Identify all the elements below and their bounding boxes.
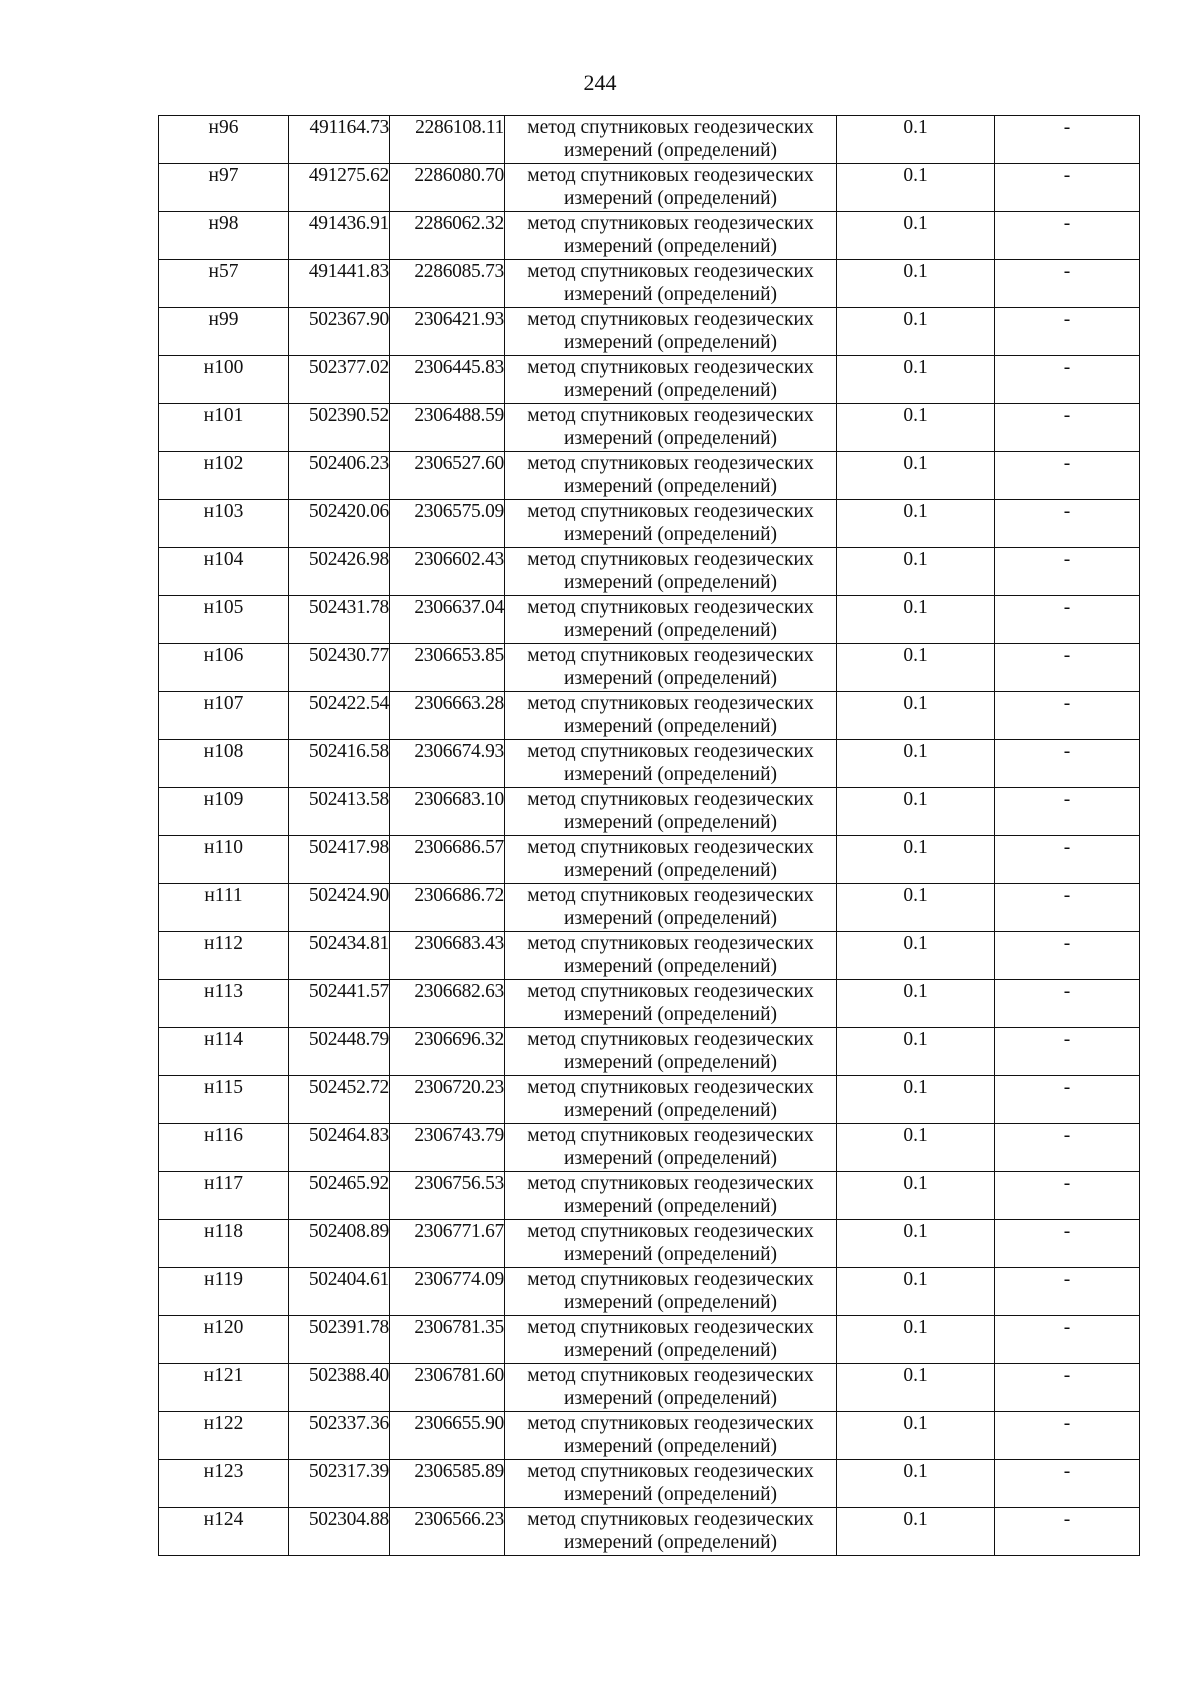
method-line-1: метод спутниковых геодезических	[527, 405, 814, 426]
table-row	[159, 1220, 1140, 1268]
point-name-cell: н113	[159, 980, 289, 1028]
x-coordinate-cell: 491275.62	[289, 164, 390, 212]
table-row	[159, 1268, 1140, 1316]
y-coordinate-cell: 2286062.32	[390, 212, 505, 260]
x-coordinate-cell: 502422.54	[289, 692, 390, 740]
accuracy-cell: 0.1	[837, 452, 995, 500]
extra-cell: -	[995, 740, 1140, 788]
extra-cell: -	[995, 692, 1140, 740]
table-row	[159, 836, 1140, 884]
point-name-cell: н57	[159, 260, 289, 308]
x-coordinate-cell: 502404.61	[289, 1268, 390, 1316]
y-coordinate-cell: 2306756.53	[390, 1172, 505, 1220]
method-line-2: измерений (определений)	[563, 332, 778, 353]
accuracy-cell: 0.1	[837, 836, 995, 884]
extra-cell: -	[995, 1412, 1140, 1460]
point-name-cell: н114	[159, 1028, 289, 1076]
table-row	[159, 452, 1140, 500]
point-name-cell: н124	[159, 1508, 289, 1556]
method-cell	[505, 1412, 837, 1460]
method-cell	[505, 596, 837, 644]
table-row	[159, 356, 1140, 404]
accuracy-cell: 0.1	[837, 1076, 995, 1124]
y-coordinate-cell: 2306655.90	[390, 1412, 505, 1460]
method-cell	[505, 1460, 837, 1508]
x-coordinate-cell: 502406.23	[289, 452, 390, 500]
method-line-2: измерений (определений)	[563, 764, 778, 785]
method-line-2: измерений (определений)	[563, 1004, 778, 1025]
method-line-2: измерений (определений)	[563, 668, 778, 689]
table-row	[159, 788, 1140, 836]
extra-cell: -	[995, 644, 1140, 692]
point-name-cell: н99	[159, 308, 289, 356]
point-name-cell: н100	[159, 356, 289, 404]
method-line-2: измерений (определений)	[563, 380, 778, 401]
accuracy-cell: 0.1	[837, 404, 995, 452]
accuracy-cell: 0.1	[837, 548, 995, 596]
table-row	[159, 260, 1140, 308]
x-coordinate-cell: 502431.78	[289, 596, 390, 644]
point-name-cell: н110	[159, 836, 289, 884]
x-coordinate-cell: 502408.89	[289, 1220, 390, 1268]
method-line-2: измерений (определений)	[563, 1340, 778, 1361]
method-line-1: метод спутниковых геодезических	[527, 789, 814, 810]
method-line-2: измерений (определений)	[563, 428, 778, 449]
accuracy-cell: 0.1	[837, 500, 995, 548]
coordinates-table	[158, 115, 1140, 1556]
y-coordinate-cell: 2306663.28	[390, 692, 505, 740]
extra-cell: -	[995, 1460, 1140, 1508]
method-cell	[505, 740, 837, 788]
x-coordinate-cell: 502426.98	[289, 548, 390, 596]
method-cell	[505, 212, 837, 260]
method-line-1: метод спутниковых геодезических	[527, 645, 814, 666]
accuracy-cell: 0.1	[837, 1220, 995, 1268]
y-coordinate-cell: 2306682.63	[390, 980, 505, 1028]
table-row	[159, 1028, 1140, 1076]
y-coordinate-cell: 2306696.32	[390, 1028, 505, 1076]
method-cell	[505, 1508, 837, 1556]
x-coordinate-cell: 502417.98	[289, 836, 390, 884]
extra-cell: -	[995, 404, 1140, 452]
method-cell	[505, 692, 837, 740]
accuracy-cell: 0.1	[837, 980, 995, 1028]
extra-cell: -	[995, 596, 1140, 644]
point-name-cell: н120	[159, 1316, 289, 1364]
method-line-1: метод спутниковых геодезических	[527, 1173, 814, 1194]
accuracy-cell: 0.1	[837, 212, 995, 260]
method-line-1: метод спутниковых геодезических	[527, 597, 814, 618]
point-name-cell: н102	[159, 452, 289, 500]
table-row	[159, 548, 1140, 596]
x-coordinate-cell: 502420.06	[289, 500, 390, 548]
point-name-cell: н118	[159, 1220, 289, 1268]
y-coordinate-cell: 2306637.04	[390, 596, 505, 644]
accuracy-cell: 0.1	[837, 260, 995, 308]
method-line-2: измерений (определений)	[563, 1484, 778, 1505]
accuracy-cell: 0.1	[837, 356, 995, 404]
method-line-2: измерений (определений)	[563, 1532, 778, 1553]
extra-cell: -	[995, 1364, 1140, 1412]
method-line-1: метод спутниковых геодезических	[527, 1125, 814, 1146]
x-coordinate-cell: 491441.83	[289, 260, 390, 308]
method-line-2: измерений (определений)	[563, 476, 778, 497]
method-cell	[505, 116, 837, 164]
y-coordinate-cell: 2306445.83	[390, 356, 505, 404]
point-name-cell: н98	[159, 212, 289, 260]
x-coordinate-cell: 502337.36	[289, 1412, 390, 1460]
extra-cell: -	[995, 884, 1140, 932]
table-row	[159, 212, 1140, 260]
method-line-2: измерений (определений)	[563, 1388, 778, 1409]
x-coordinate-cell: 502304.88	[289, 1508, 390, 1556]
accuracy-cell: 0.1	[837, 1364, 995, 1412]
accuracy-cell: 0.1	[837, 116, 995, 164]
method-cell	[505, 836, 837, 884]
x-coordinate-cell: 502377.02	[289, 356, 390, 404]
point-name-cell: н111	[159, 884, 289, 932]
coordinates-table-body	[159, 116, 1140, 1556]
extra-cell: -	[995, 116, 1140, 164]
point-name-cell: н107	[159, 692, 289, 740]
table-row	[159, 1124, 1140, 1172]
x-coordinate-cell: 502424.90	[289, 884, 390, 932]
y-coordinate-cell: 2306602.43	[390, 548, 505, 596]
y-coordinate-cell: 2286080.70	[390, 164, 505, 212]
table-row	[159, 932, 1140, 980]
extra-cell: -	[995, 1076, 1140, 1124]
y-coordinate-cell: 2306488.59	[390, 404, 505, 452]
point-name-cell: н109	[159, 788, 289, 836]
table-row	[159, 164, 1140, 212]
x-coordinate-cell: 502452.72	[289, 1076, 390, 1124]
method-cell	[505, 356, 837, 404]
x-coordinate-cell: 491164.73	[289, 116, 390, 164]
y-coordinate-cell: 2286085.73	[390, 260, 505, 308]
y-coordinate-cell: 2306683.43	[390, 932, 505, 980]
method-line-1: метод спутниковых геодезических	[527, 1317, 814, 1338]
y-coordinate-cell: 2306686.57	[390, 836, 505, 884]
method-line-1: метод спутниковых геодезических	[527, 213, 814, 234]
x-coordinate-cell: 502367.90	[289, 308, 390, 356]
table-row	[159, 596, 1140, 644]
accuracy-cell: 0.1	[837, 1172, 995, 1220]
method-line-1: метод спутниковых геодезических	[527, 1029, 814, 1050]
table-row	[159, 644, 1140, 692]
method-line-1: метод спутниковых геодезических	[527, 693, 814, 714]
method-line-2: измерений (определений)	[563, 236, 778, 257]
method-cell	[505, 1172, 837, 1220]
y-coordinate-cell: 2306771.67	[390, 1220, 505, 1268]
extra-cell: -	[995, 1124, 1140, 1172]
point-name-cell: н97	[159, 164, 289, 212]
accuracy-cell: 0.1	[837, 308, 995, 356]
method-line-1: метод спутниковых геодезических	[527, 1365, 814, 1386]
table-row	[159, 692, 1140, 740]
accuracy-cell: 0.1	[837, 788, 995, 836]
y-coordinate-cell: 2306781.35	[390, 1316, 505, 1364]
method-line-1: метод спутниковых геодезических	[527, 501, 814, 522]
point-name-cell: н116	[159, 1124, 289, 1172]
x-coordinate-cell: 502448.79	[289, 1028, 390, 1076]
method-cell	[505, 1124, 837, 1172]
method-cell	[505, 1028, 837, 1076]
method-cell	[505, 932, 837, 980]
x-coordinate-cell: 502317.39	[289, 1460, 390, 1508]
y-coordinate-cell: 2306720.23	[390, 1076, 505, 1124]
method-cell	[505, 1076, 837, 1124]
accuracy-cell: 0.1	[837, 884, 995, 932]
table-row	[159, 980, 1140, 1028]
y-coordinate-cell: 2306686.72	[390, 884, 505, 932]
accuracy-cell: 0.1	[837, 1460, 995, 1508]
point-name-cell: н104	[159, 548, 289, 596]
method-cell	[505, 308, 837, 356]
y-coordinate-cell: 2306585.89	[390, 1460, 505, 1508]
method-line-1: метод спутниковых геодезических	[527, 309, 814, 330]
extra-cell: -	[995, 788, 1140, 836]
y-coordinate-cell: 2306527.60	[390, 452, 505, 500]
x-coordinate-cell: 502441.57	[289, 980, 390, 1028]
method-line-2: измерений (определений)	[563, 908, 778, 929]
method-cell	[505, 980, 837, 1028]
method-line-1: метод спутниковых геодезических	[527, 549, 814, 570]
table-row	[159, 404, 1140, 452]
method-line-2: измерений (определений)	[563, 1052, 778, 1073]
extra-cell: -	[995, 1508, 1140, 1556]
method-cell	[505, 788, 837, 836]
method-line-1: метод спутниковых геодезических	[527, 1509, 814, 1530]
method-line-1: метод спутниковых геодезических	[527, 981, 814, 1002]
method-line-1: метод спутниковых геодезических	[527, 261, 814, 282]
extra-cell: -	[995, 1220, 1140, 1268]
method-cell	[505, 260, 837, 308]
point-name-cell: н101	[159, 404, 289, 452]
method-cell	[505, 452, 837, 500]
method-line-2: измерений (определений)	[563, 1436, 778, 1457]
method-line-2: измерений (определений)	[563, 1148, 778, 1169]
method-line-1: метод спутниковых геодезических	[527, 1077, 814, 1098]
y-coordinate-cell: 2306774.09	[390, 1268, 505, 1316]
point-name-cell: н106	[159, 644, 289, 692]
method-cell	[505, 644, 837, 692]
table-row	[159, 1364, 1140, 1412]
x-coordinate-cell: 502465.92	[289, 1172, 390, 1220]
x-coordinate-cell: 502391.78	[289, 1316, 390, 1364]
point-name-cell: н105	[159, 596, 289, 644]
y-coordinate-cell: 2306653.85	[390, 644, 505, 692]
extra-cell: -	[995, 1028, 1140, 1076]
extra-cell: -	[995, 212, 1140, 260]
method-line-1: метод спутниковых геодезических	[527, 1413, 814, 1434]
method-line-2: измерений (определений)	[563, 524, 778, 545]
y-coordinate-cell: 2306575.09	[390, 500, 505, 548]
point-name-cell: н112	[159, 932, 289, 980]
table-row	[159, 116, 1140, 164]
extra-cell: -	[995, 980, 1140, 1028]
table-row	[159, 1412, 1140, 1460]
accuracy-cell: 0.1	[837, 1316, 995, 1364]
table-row	[159, 1172, 1140, 1220]
point-name-cell: н122	[159, 1412, 289, 1460]
point-name-cell: н96	[159, 116, 289, 164]
y-coordinate-cell: 2306566.23	[390, 1508, 505, 1556]
method-line-1: метод спутниковых геодезических	[527, 1461, 814, 1482]
point-name-cell: н119	[159, 1268, 289, 1316]
accuracy-cell: 0.1	[837, 1508, 995, 1556]
table-row	[159, 308, 1140, 356]
method-line-1: метод спутниковых геодезических	[527, 933, 814, 954]
y-coordinate-cell: 2306781.60	[390, 1364, 505, 1412]
method-line-1: метод спутниковых геодезических	[527, 165, 814, 186]
x-coordinate-cell: 502464.83	[289, 1124, 390, 1172]
accuracy-cell: 0.1	[837, 692, 995, 740]
accuracy-cell: 0.1	[837, 164, 995, 212]
method-line-1: метод спутниковых геодезических	[527, 741, 814, 762]
point-name-cell: н115	[159, 1076, 289, 1124]
x-coordinate-cell: 502388.40	[289, 1364, 390, 1412]
y-coordinate-cell: 2306683.10	[390, 788, 505, 836]
x-coordinate-cell: 491436.91	[289, 212, 390, 260]
extra-cell: -	[995, 308, 1140, 356]
extra-cell: -	[995, 548, 1140, 596]
method-line-2: измерений (определений)	[563, 812, 778, 833]
extra-cell: -	[995, 932, 1140, 980]
x-coordinate-cell: 502390.52	[289, 404, 390, 452]
accuracy-cell: 0.1	[837, 932, 995, 980]
method-cell	[505, 1364, 837, 1412]
extra-cell: -	[995, 836, 1140, 884]
table-row	[159, 740, 1140, 788]
extra-cell: -	[995, 1268, 1140, 1316]
page-number: 244	[583, 70, 617, 95]
point-name-cell: н123	[159, 1460, 289, 1508]
method-line-1: метод спутниковых геодезических	[527, 357, 814, 378]
y-coordinate-cell: 2306743.79	[390, 1124, 505, 1172]
method-cell	[505, 884, 837, 932]
table-row	[159, 1508, 1140, 1556]
y-coordinate-cell: 2306674.93	[390, 740, 505, 788]
x-coordinate-cell: 502416.58	[289, 740, 390, 788]
y-coordinate-cell: 2286108.11	[390, 116, 505, 164]
extra-cell: -	[995, 1172, 1140, 1220]
method-line-2: измерений (определений)	[563, 1244, 778, 1265]
method-cell	[505, 500, 837, 548]
extra-cell: -	[995, 356, 1140, 404]
extra-cell: -	[995, 452, 1140, 500]
x-coordinate-cell: 502434.81	[289, 932, 390, 980]
method-line-2: измерений (определений)	[563, 956, 778, 977]
method-line-2: измерений (определений)	[563, 188, 778, 209]
table-row	[159, 1076, 1140, 1124]
accuracy-cell: 0.1	[837, 740, 995, 788]
method-line-1: метод спутниковых геодезических	[527, 453, 814, 474]
method-cell	[505, 164, 837, 212]
method-line-2: измерений (определений)	[563, 620, 778, 641]
point-name-cell: н108	[159, 740, 289, 788]
method-line-1: метод спутниковых геодезических	[527, 1221, 814, 1242]
table-row	[159, 1316, 1140, 1364]
method-line-1: метод спутниковых геодезических	[527, 1269, 814, 1290]
accuracy-cell: 0.1	[837, 1028, 995, 1076]
table-row	[159, 1460, 1140, 1508]
method-cell	[505, 404, 837, 452]
point-name-cell: н103	[159, 500, 289, 548]
method-line-1: метод спутниковых геодезических	[527, 837, 814, 858]
accuracy-cell: 0.1	[837, 1124, 995, 1172]
accuracy-cell: 0.1	[837, 1268, 995, 1316]
accuracy-cell: 0.1	[837, 644, 995, 692]
extra-cell: -	[995, 260, 1140, 308]
point-name-cell: н117	[159, 1172, 289, 1220]
y-coordinate-cell: 2306421.93	[390, 308, 505, 356]
method-line-2: измерений (определений)	[563, 716, 778, 737]
method-line-2: измерений (определений)	[563, 140, 778, 161]
method-line-2: измерений (определений)	[563, 284, 778, 305]
point-name-cell: н121	[159, 1364, 289, 1412]
method-cell	[505, 1316, 837, 1364]
extra-cell: -	[995, 1316, 1140, 1364]
method-line-1: метод спутниковых геодезических	[527, 117, 814, 138]
method-line-1: метод спутниковых геодезических	[527, 885, 814, 906]
method-line-2: измерений (определений)	[563, 572, 778, 593]
method-cell	[505, 1268, 837, 1316]
x-coordinate-cell: 502430.77	[289, 644, 390, 692]
method-line-2: измерений (определений)	[563, 1292, 778, 1313]
method-line-2: измерений (определений)	[563, 1196, 778, 1217]
method-cell	[505, 548, 837, 596]
table-row	[159, 500, 1140, 548]
accuracy-cell: 0.1	[837, 596, 995, 644]
extra-cell: -	[995, 500, 1140, 548]
method-line-2: измерений (определений)	[563, 1100, 778, 1121]
accuracy-cell: 0.1	[837, 1412, 995, 1460]
method-cell	[505, 1220, 837, 1268]
table-row	[159, 884, 1140, 932]
method-line-2: измерений (определений)	[563, 860, 778, 881]
extra-cell: -	[995, 164, 1140, 212]
x-coordinate-cell: 502413.58	[289, 788, 390, 836]
